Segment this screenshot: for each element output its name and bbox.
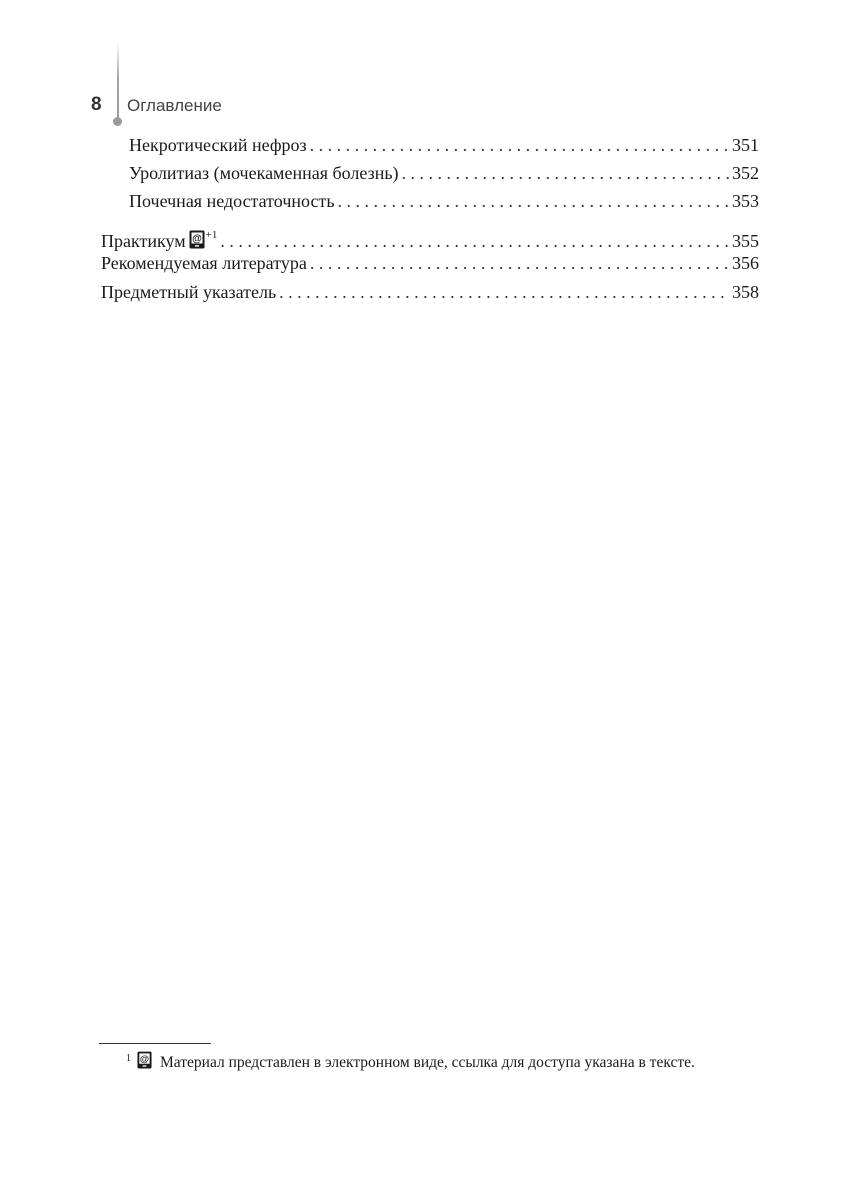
- toc-entry-title-text: Практикум: [101, 231, 186, 251]
- toc-entry-title: Рекомендуемая литература: [101, 253, 307, 273]
- toc-entry-page: 356: [732, 253, 759, 273]
- footnote-marker: 1: [126, 1053, 131, 1064]
- electronic-material-icon: [189, 230, 205, 249]
- toc-dot-leader: [338, 189, 729, 213]
- toc-dot-leader: [279, 280, 729, 304]
- toc-entry-page: 351: [732, 135, 759, 155]
- page-number: 8: [91, 94, 102, 115]
- toc-entry[interactable]: [101, 223, 759, 253]
- toc-entry-page: 355: [732, 231, 759, 251]
- running-head: Оглавление: [127, 96, 222, 115]
- toc-dot-leader: [310, 251, 729, 275]
- toc-dot-leader: [402, 161, 729, 185]
- toc-dot-leader: [310, 133, 729, 157]
- svg-text:@: @: [139, 1053, 150, 1064]
- toc-dot-leader: [220, 229, 729, 253]
- toc-entry[interactable]: [129, 133, 759, 157]
- header-vertical-rule: [117, 42, 119, 120]
- footnote-reference: +1: [205, 229, 218, 241]
- footnote-separator: [99, 1043, 211, 1044]
- toc-entry-title: Некротический нефроз: [129, 135, 307, 155]
- svg-text:@: @: [191, 233, 202, 245]
- toc-entry-title: Почечная недостаточность: [129, 191, 335, 211]
- toc-entry-page: 353: [732, 191, 759, 211]
- footnote: [99, 1046, 759, 1076]
- toc-entry-title: Уролитиаз (мочекаменная болезнь): [129, 163, 399, 183]
- header-rule-dot: [113, 117, 122, 126]
- toc-entry-title: [101, 223, 217, 253]
- toc-entry-title: Предметный указатель: [101, 282, 277, 302]
- electronic-material-icon: [137, 1051, 152, 1069]
- footnote-text: Материал представлен в электронном виде, ссылка для доступа указана в тексте.: [160, 1054, 695, 1071]
- toc-entry[interactable]: [129, 189, 759, 213]
- toc-entry[interactable]: [101, 251, 759, 275]
- toc-entry-page: 358: [732, 282, 759, 302]
- toc-entry[interactable]: [101, 280, 759, 304]
- toc-entry-page: 352: [732, 163, 759, 183]
- toc-entry[interactable]: [129, 161, 759, 185]
